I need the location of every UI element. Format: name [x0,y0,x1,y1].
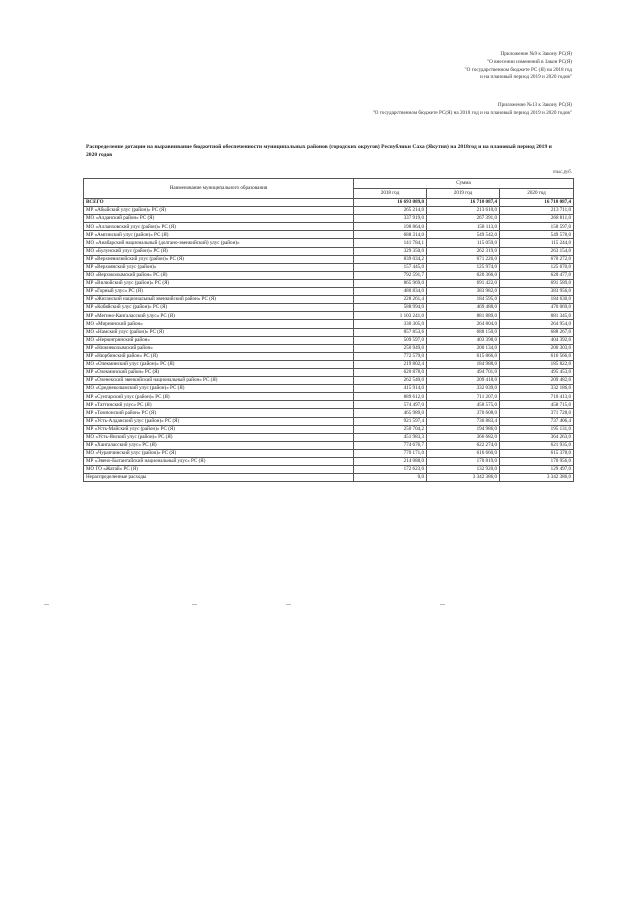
table-row [84,344,574,352]
value-2019: 615 866,0 [427,352,500,360]
row-name: МР «Верхневилюйский улус (район)» РС (Я) [84,255,354,263]
value-2018: 157 445,0 [354,263,427,271]
value-2020: 268 811,0 [500,215,574,223]
value-2020: 195 131,0 [500,425,574,433]
table-row [84,385,574,393]
value-2020: 185 822,0 [500,360,574,368]
value-2018: 141 784,1 [354,239,427,247]
table-row [84,247,574,255]
value-2020: 737 406,4 [500,417,574,425]
row-name: МР «Хангаласский улус» РС (Я) [84,441,354,449]
value-2019: 711 207,0 [427,393,500,401]
value-2019: 3 342 386,0 [427,474,500,482]
row-name: МО «Намский улус (район)» РС (Я) [84,328,354,336]
value-2019: 125 974,0 [427,263,500,271]
value-2020: 125 670,0 [500,263,574,271]
row-name: МО «Алданский район» РС (Я) [84,215,354,223]
value-2018: 772 579,0 [354,352,427,360]
value-2019: 616 660,0 [427,449,500,457]
value-2019: 688 150,0 [427,328,500,336]
header-line: "О внесении изменений в Закон РС(Я) [486,58,572,65]
value-2020: 129 497,0 [500,466,574,474]
document-title: Распределение дотации на выравнивание бюджетной обеспеченности муниципальных районов (городских округов) Республики Саха (Якутия) на 2018год и на плановый период 2019 и 2020 годов [86,144,552,159]
table-row [84,441,574,449]
row-name: МО «Нерюнгринский район» [84,336,354,344]
value-2019: 494 701,0 [427,368,500,376]
value-2019: 622 274,0 [427,441,500,449]
scan-mark [286,604,291,605]
value-2018: 574 497,0 [354,401,427,409]
value-2019: 370 608,0 [427,409,500,417]
row-name: МР «Оленекский эвенкийский национальный район» РС (Я) [84,377,354,385]
value-2019: 469 488,0 [427,304,500,312]
row-name: МР «Амгинский улус (район)» РС (Я) [84,231,354,239]
value-2018: 451 983,3 [354,433,427,441]
column-header-sum: Сумма [354,179,574,189]
value-2020: 470 069,0 [500,304,574,312]
value-2019: 16 710 087,4 [427,199,500,207]
row-name: МО «Мирнинский район» [84,320,354,328]
value-2018: 250 704,2 [354,425,427,433]
row-name: МР «Томпонский район» РС (Я) [84,409,354,417]
value-2019: 383 982,0 [427,288,500,296]
value-2019: 458 575,0 [427,401,500,409]
table-row [84,377,574,385]
row-name: МО «Верхоколымский район» РС (Я) [84,271,354,279]
value-2018: 857 853,6 [354,328,427,336]
table-row [84,304,574,312]
column-header-2020: 2020 год [500,189,574,199]
column-header-2018: 2018 год [354,189,427,199]
value-2020: 213 711,0 [500,207,574,215]
column-header-2019: 2019 год [427,189,500,199]
value-2018: 265 214,0 [354,207,427,215]
header-line: "О государственном бюджете РС (Я) на 2018 год [464,66,572,73]
row-name: МР «Жиганский национальный эвенкийский район» РС (Я) [84,296,354,304]
value-2019: 132 920,0 [427,466,500,474]
value-2020: 710 413,0 [500,393,574,401]
row-name: МР «Кобяйский улус (район)» РС (Я) [84,304,354,312]
scan-mark [44,604,49,605]
value-2018: 480 834,0 [354,288,427,296]
table-row [84,223,574,231]
value-2020: 881 345,0 [500,312,574,320]
value-2020: 209 482,0 [500,377,574,385]
value-2019: 671 226,0 [427,255,500,263]
value-2020: 495 453,0 [500,368,574,376]
row-name: МО ГО «Жатай» РС (Я) [84,466,354,474]
table-row [84,279,574,287]
value-2018: 337 919,0 [354,215,427,223]
value-2018: 774 676,7 [354,441,427,449]
value-2018: 262 540,0 [354,377,427,385]
header-line: "О государственном бюджете РС(Я) на 2018 год и на плановый период 2019 и 2020 годов" [372,109,572,116]
row-name: МР «Эвено-Бытантайский национальный улус» РС (Я) [84,458,354,466]
value-2020: 615 378,0 [500,449,574,457]
value-2018: 792 591,7 [354,271,427,279]
value-2019: 213 610,0 [427,207,500,215]
value-2020: 263 154,0 [500,247,574,255]
table-row [84,449,574,457]
value-2020: 158 597,0 [500,223,574,231]
value-2018: 509 597,0 [354,336,427,344]
scan-mark [192,604,197,605]
table-row [84,360,574,368]
row-name: ВСЕГО [84,199,354,207]
value-2019: 736 883,4 [427,417,500,425]
row-name: МР «Сунтарский улус (район)» РС (Я) [84,393,354,401]
table-body [84,199,574,482]
table-row [84,320,574,328]
table-row [84,417,574,425]
table-row [84,433,574,441]
unit-label: тыс.руб. [553,170,572,175]
row-name: МР «Вилюйский улус (район)» РС (Я) [84,279,354,287]
value-2018: 415 914,0 [354,385,427,393]
row-name: Нераспределенные расходы [84,474,354,482]
row-name: МО «Олекминский улус (район)» РС (Я) [84,360,354,368]
value-2018: 198 864,0 [354,223,427,231]
value-2018: 588 994,0 [354,304,427,312]
table-row-total [84,199,574,207]
table-row-unallocated [84,474,574,482]
value-2018: 770 171,0 [354,449,427,457]
value-2020: 458 715,0 [500,401,574,409]
value-2018: 228 261,4 [354,296,427,304]
value-2018: 214 088,0 [354,458,427,466]
scan-mark [440,604,445,605]
value-2019: 620 366,0 [427,271,500,279]
table-row [84,207,574,215]
row-name: МО «Чурапчинский улус (район)» РС (Я) [84,449,354,457]
table-row [84,368,574,376]
value-2019: 200 134,0 [427,344,500,352]
row-name: МР «Абыйский улус (район)» РС (Я) [84,207,354,215]
value-2020: 115 244,0 [500,239,574,247]
value-2020: 200 303,0 [500,344,574,352]
table-row [84,466,574,474]
row-name: МР «Нюрбинский район» РС (Я) [84,352,354,360]
row-name: МР «Усть-Алданский улус (район)» РС (Я) [84,417,354,425]
row-name: МО «Аллаиховский улус (район)» РС (Я) [84,223,354,231]
value-2019: 403 398,0 [427,336,500,344]
table-row [84,401,574,409]
table-row [84,458,574,466]
value-2020: 688 267,0 [500,328,574,336]
value-2020: 264 954,0 [500,320,574,328]
row-name: МР «Усть-Майский улус (район)» РС (Я) [84,425,354,433]
row-name: МР «Нижнеколымский район» [84,344,354,352]
value-2019: 158 113,0 [427,223,500,231]
table-row [84,239,574,247]
value-2018: 329 350,0 [354,247,427,255]
value-2020: 170 956,0 [500,458,574,466]
value-2020: 549 578,0 [500,231,574,239]
value-2019: 267 391,0 [427,215,500,223]
value-2020: 184 630,0 [500,296,574,304]
value-2019: 184 595,0 [427,296,500,304]
value-2018: 839 034,2 [354,255,427,263]
value-2018: 688 314,0 [354,231,427,239]
value-2018: 865 969,0 [354,279,427,287]
row-name: МР «Таттинский улус» РС (Я) [84,401,354,409]
table-row [84,328,574,336]
table-row [84,312,574,320]
value-2019: 549 542,0 [427,231,500,239]
table-header-row [84,179,574,189]
header-line: Приложение №13 к Закону РС(Я) [497,102,572,108]
value-2018: 219 802,4 [354,360,427,368]
value-2020: 621 935,0 [500,441,574,449]
table-row [84,352,574,360]
value-2019: 184 988,0 [427,360,500,368]
value-2018: 172 623,0 [354,466,427,474]
table-row [84,231,574,239]
value-2019: 209 418,0 [427,377,500,385]
value-2018: 0,0 [354,474,427,482]
header-line: Приложение №9 к Закону РС(Я) [500,51,572,57]
row-name: МР «Мегино-Кангаласский улус» РС (Я) [84,312,354,320]
value-2018: 889 612,0 [354,393,427,401]
value-2019: 262 319,0 [427,247,500,255]
table-row [84,263,574,271]
value-2019: 691 422,0 [427,279,500,287]
value-2018: 1 103 241,0 [354,312,427,320]
row-name: МО «Среднеколымский улус (район)» РС (Я) [84,385,354,393]
value-2019: 170 819,0 [427,458,500,466]
appendix-header-2 [373,102,572,118]
table-row [84,425,574,433]
value-2019: 115 059,0 [427,239,500,247]
value-2020: 383 956,0 [500,288,574,296]
appendix-header-1 [465,51,572,82]
value-2018: 620 878,0 [354,368,427,376]
row-name: МР «Верхоянский улус (район)» [84,263,354,271]
value-2019: 366 682,0 [427,433,500,441]
value-2020: 364 263,0 [500,433,574,441]
value-2020: 620 477,0 [500,271,574,279]
row-name: МО «Анабарский национальный (долгано-эвенкийский) улус (район)» [84,239,354,247]
table-row [84,255,574,263]
row-name: МО «Булунский улус (район)» РС (Я) [84,247,354,255]
value-2020: 16 710 087,4 [500,199,574,207]
table-row [84,271,574,279]
value-2018: 921 597,4 [354,417,427,425]
value-2018: 16 693 089,0 [354,199,427,207]
value-2020: 3 342 386,0 [500,474,574,482]
table-row [84,336,574,344]
table-row [84,215,574,223]
column-header-name: Наименование муниципального образования [84,179,354,199]
value-2020: 371 728,0 [500,409,574,417]
row-name: МР «Олекминский район» РС (Я) [84,368,354,376]
value-2019: 881 889,0 [427,312,500,320]
table-row [84,288,574,296]
scan-margin-marks [0,604,640,608]
subsidy-table [83,178,574,482]
value-2020: 691 589,0 [500,279,574,287]
value-2020: 670 272,0 [500,255,574,263]
value-2020: 616 566,0 [500,352,574,360]
value-2020: 332 186,0 [500,385,574,393]
value-2019: 194 986,0 [427,425,500,433]
value-2020: 404 392,0 [500,336,574,344]
table-row [84,393,574,401]
header-line: и на плановый период 2019 и 2020 годов" [480,74,572,81]
row-name: МР «Горный улус» РС (Я) [84,288,354,296]
row-name: МО «Усть-Янский улус (район)» РС (Я) [84,433,354,441]
value-2019: 332 039,0 [427,385,500,393]
table-row [84,296,574,304]
table-row [84,409,574,417]
value-2018: 465 989,0 [354,409,427,417]
value-2018: 250 949,0 [354,344,427,352]
value-2018: 330 305,0 [354,320,427,328]
value-2019: 264 804,0 [427,320,500,328]
